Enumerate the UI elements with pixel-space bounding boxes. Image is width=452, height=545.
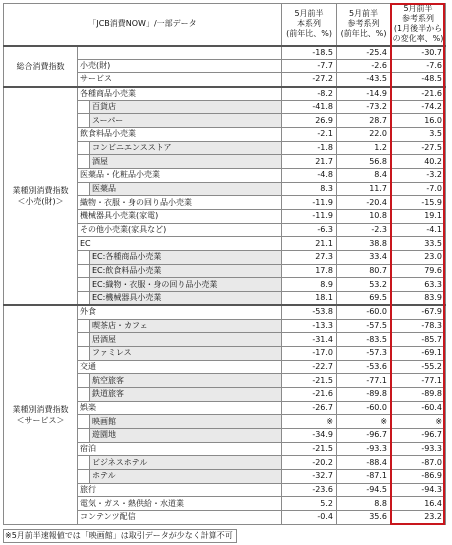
value-reference-series: 8.8 [337, 497, 391, 511]
value-main-series: ※ [282, 415, 337, 429]
row-label-sub: EC:織物・衣服・身の回り品小売業 [90, 278, 282, 292]
value-reference-series: -96.7 [337, 428, 391, 442]
value-reference-series: -88.4 [337, 456, 391, 470]
value-reference-series: 28.7 [337, 114, 391, 128]
col-header-main-series: 5月前半 本系列 (前年比、%) [282, 4, 337, 46]
value-reference-series: -60.0 [337, 401, 391, 415]
row-label-sub: 百貨店 [90, 100, 282, 114]
value-change-rate: 3.5 [391, 128, 446, 142]
indent-cell [78, 387, 90, 401]
row-label: 宿泊 [78, 442, 282, 456]
row-label-sub: 映画館 [90, 415, 282, 429]
value-main-series: -21.5 [282, 374, 337, 388]
value-change-rate: 23.2 [391, 510, 446, 524]
value-change-rate: -77.1 [391, 374, 446, 388]
value-main-series: -0.4 [282, 510, 337, 524]
value-main-series: 5.2 [282, 497, 337, 511]
section-label-service: 業種別消費指数 ＜サービス＞ [4, 305, 78, 524]
value-reference-series: -2.3 [337, 223, 391, 237]
table-title: 「JCB消費NOW」/一部データ [4, 4, 282, 46]
value-reference-series: 38.8 [337, 237, 391, 251]
value-reference-series: -57.3 [337, 346, 391, 360]
value-change-rate: -69.1 [391, 346, 446, 360]
row-label: 旅行 [78, 483, 282, 497]
indent-cell [78, 333, 90, 347]
row-label-sub: スーパー [90, 114, 282, 128]
row-label: サービス [78, 73, 282, 87]
value-change-rate: ※ [391, 415, 446, 429]
row-label: 各種商品小売業 [78, 87, 282, 101]
value-reference-series: -53.6 [337, 360, 391, 374]
value-reference-series: -94.5 [337, 483, 391, 497]
value-change-rate: 40.2 [391, 155, 446, 169]
row-label-sub: ホテル [90, 469, 282, 483]
row-label: 電気・ガス・熱供給・水道業 [78, 497, 282, 511]
row-label-sub: 酒屋 [90, 155, 282, 169]
value-reference-series: ※ [337, 415, 391, 429]
value-main-series: 8.9 [282, 278, 337, 292]
value-main-series: -21.6 [282, 387, 337, 401]
value-reference-series: -2.6 [337, 59, 391, 73]
value-reference-series: -60.0 [337, 305, 391, 319]
row-label-sub: EC:各種商品小売業 [90, 251, 282, 265]
footnote: ※5月前半速報値では「映画館」は取引データが少なく計算不可 [3, 529, 237, 543]
indent-cell [78, 251, 90, 265]
value-change-rate: 23.0 [391, 251, 446, 265]
row-label: 医薬品・化粧品小売業 [78, 169, 282, 183]
value-change-rate: -96.7 [391, 428, 446, 442]
row-label: 織物・衣服・身の回り品小売業 [78, 196, 282, 210]
indent-cell [78, 114, 90, 128]
value-reference-series: 69.5 [337, 292, 391, 306]
value-main-series: -11.9 [282, 210, 337, 224]
value-change-rate: -60.4 [391, 401, 446, 415]
indent-cell [78, 292, 90, 306]
row-label-sub: コンビニエンスストア [90, 141, 282, 155]
indent-cell [78, 346, 90, 360]
value-main-series: -11.9 [282, 196, 337, 210]
indent-cell [78, 278, 90, 292]
value-reference-series: -25.4 [337, 46, 391, 60]
value-change-rate: 33.5 [391, 237, 446, 251]
value-reference-series: 11.7 [337, 182, 391, 196]
value-change-rate: 16.0 [391, 114, 446, 128]
value-reference-series: -77.1 [337, 374, 391, 388]
value-main-series: -21.5 [282, 442, 337, 456]
row-label: コンテンツ配信 [78, 510, 282, 524]
value-main-series: 21.7 [282, 155, 337, 169]
value-change-rate: -7.0 [391, 182, 446, 196]
indent-cell [78, 469, 90, 483]
value-change-rate: -15.9 [391, 196, 446, 210]
section-label-retail: 業種別消費指数 ＜小売(財)＞ [4, 87, 78, 306]
indent-cell [78, 415, 90, 429]
value-main-series: -23.6 [282, 483, 337, 497]
row-label: 交通 [78, 360, 282, 374]
value-change-rate: 83.9 [391, 292, 446, 306]
indent-cell [78, 374, 90, 388]
value-change-rate: 16.4 [391, 497, 446, 511]
row-label-sub: 鉄道旅客 [90, 387, 282, 401]
row-label-sub: 居酒屋 [90, 333, 282, 347]
value-main-series: -8.2 [282, 87, 337, 101]
row-label-sub: 医薬品 [90, 182, 282, 196]
indent-cell [78, 182, 90, 196]
value-reference-series: 10.8 [337, 210, 391, 224]
value-reference-series: -93.3 [337, 442, 391, 456]
value-main-series: -17.0 [282, 346, 337, 360]
value-main-series: -32.7 [282, 469, 337, 483]
indent-cell [78, 100, 90, 114]
row-label [78, 46, 282, 60]
value-main-series: 17.8 [282, 264, 337, 278]
value-main-series: -22.7 [282, 360, 337, 374]
value-reference-series: -57.5 [337, 319, 391, 333]
indent-cell [78, 155, 90, 169]
indent-cell [78, 141, 90, 155]
value-change-rate: -3.2 [391, 169, 446, 183]
value-reference-series: 1.2 [337, 141, 391, 155]
indent-cell [78, 456, 90, 470]
indent-cell [78, 428, 90, 442]
value-reference-series: -89.8 [337, 387, 391, 401]
value-main-series: 26.9 [282, 114, 337, 128]
value-reference-series: 53.2 [337, 278, 391, 292]
row-label-sub: ファミレス [90, 346, 282, 360]
value-reference-series: 56.8 [337, 155, 391, 169]
indent-cell [78, 319, 90, 333]
value-change-rate: -21.6 [391, 87, 446, 101]
value-change-rate: 19.1 [391, 210, 446, 224]
value-change-rate: -48.5 [391, 73, 446, 87]
value-change-rate: -93.3 [391, 442, 446, 456]
value-change-rate: 79.6 [391, 264, 446, 278]
row-label: 小売(財) [78, 59, 282, 73]
value-change-rate: -30.7 [391, 46, 446, 60]
value-main-series: -53.8 [282, 305, 337, 319]
value-main-series: -6.3 [282, 223, 337, 237]
value-reference-series: -20.4 [337, 196, 391, 210]
value-main-series: 8.3 [282, 182, 337, 196]
value-change-rate: 63.3 [391, 278, 446, 292]
value-reference-series: 22.0 [337, 128, 391, 142]
value-reference-series: -83.5 [337, 333, 391, 347]
value-main-series: -34.9 [282, 428, 337, 442]
value-main-series: -31.4 [282, 333, 337, 347]
row-label: 機械器具小売業(家電) [78, 210, 282, 224]
value-change-rate: -27.5 [391, 141, 446, 155]
value-main-series: 18.1 [282, 292, 337, 306]
indent-cell [78, 264, 90, 278]
value-change-rate: -4.1 [391, 223, 446, 237]
value-reference-series: 80.7 [337, 264, 391, 278]
header-row [4, 4, 446, 46]
value-reference-series: 33.4 [337, 251, 391, 265]
value-change-rate: -67.9 [391, 305, 446, 319]
value-reference-series: 8.4 [337, 169, 391, 183]
value-main-series: -18.5 [282, 46, 337, 60]
table-row [4, 87, 446, 101]
value-reference-series: -14.9 [337, 87, 391, 101]
value-change-rate: -87.0 [391, 456, 446, 470]
row-label: 外食 [78, 305, 282, 319]
table-body [4, 4, 446, 525]
row-label: 娯楽 [78, 401, 282, 415]
value-change-rate: -89.8 [391, 387, 446, 401]
value-main-series: -27.2 [282, 73, 337, 87]
value-change-rate: -85.7 [391, 333, 446, 347]
row-label: 飲食料品小売業 [78, 128, 282, 142]
row-label-sub: 喫茶店・カフェ [90, 319, 282, 333]
row-label-sub: 航空旅客 [90, 374, 282, 388]
col-header-reference-series: 5月前半 参考系列 (前年比、%) [337, 4, 391, 46]
value-reference-series: 35.6 [337, 510, 391, 524]
consumption-table [3, 3, 446, 525]
table-row [4, 46, 446, 60]
table-row [4, 305, 446, 319]
value-main-series: -20.2 [282, 456, 337, 470]
value-main-series: 21.1 [282, 237, 337, 251]
section-label-total: 総合消費指数 [4, 46, 78, 87]
value-main-series: -41.8 [282, 100, 337, 114]
row-label-sub: 遊園地 [90, 428, 282, 442]
value-reference-series: -73.2 [337, 100, 391, 114]
value-main-series: -7.7 [282, 59, 337, 73]
value-reference-series: -87.1 [337, 469, 391, 483]
value-change-rate: -7.6 [391, 59, 446, 73]
value-main-series: -4.8 [282, 169, 337, 183]
row-label: EC [78, 237, 282, 251]
row-label-sub: EC:飲食料品小売業 [90, 264, 282, 278]
col-header-change-rate: 5月前半 参考系列 (1月後半からの変化率、%) [391, 4, 446, 46]
value-change-rate: -74.2 [391, 100, 446, 114]
row-label: その他小売業(家具など) [78, 223, 282, 237]
value-change-rate: -94.3 [391, 483, 446, 497]
value-main-series: -1.8 [282, 141, 337, 155]
value-change-rate: -78.3 [391, 319, 446, 333]
value-main-series: -26.7 [282, 401, 337, 415]
value-change-rate: -55.2 [391, 360, 446, 374]
value-change-rate: -86.9 [391, 469, 446, 483]
value-reference-series: -43.5 [337, 73, 391, 87]
value-main-series: 27.3 [282, 251, 337, 265]
value-main-series: -2.1 [282, 128, 337, 142]
value-main-series: -13.3 [282, 319, 337, 333]
row-label-sub: EC:機械器具小売業 [90, 292, 282, 306]
row-label-sub: ビジネスホテル [90, 456, 282, 470]
